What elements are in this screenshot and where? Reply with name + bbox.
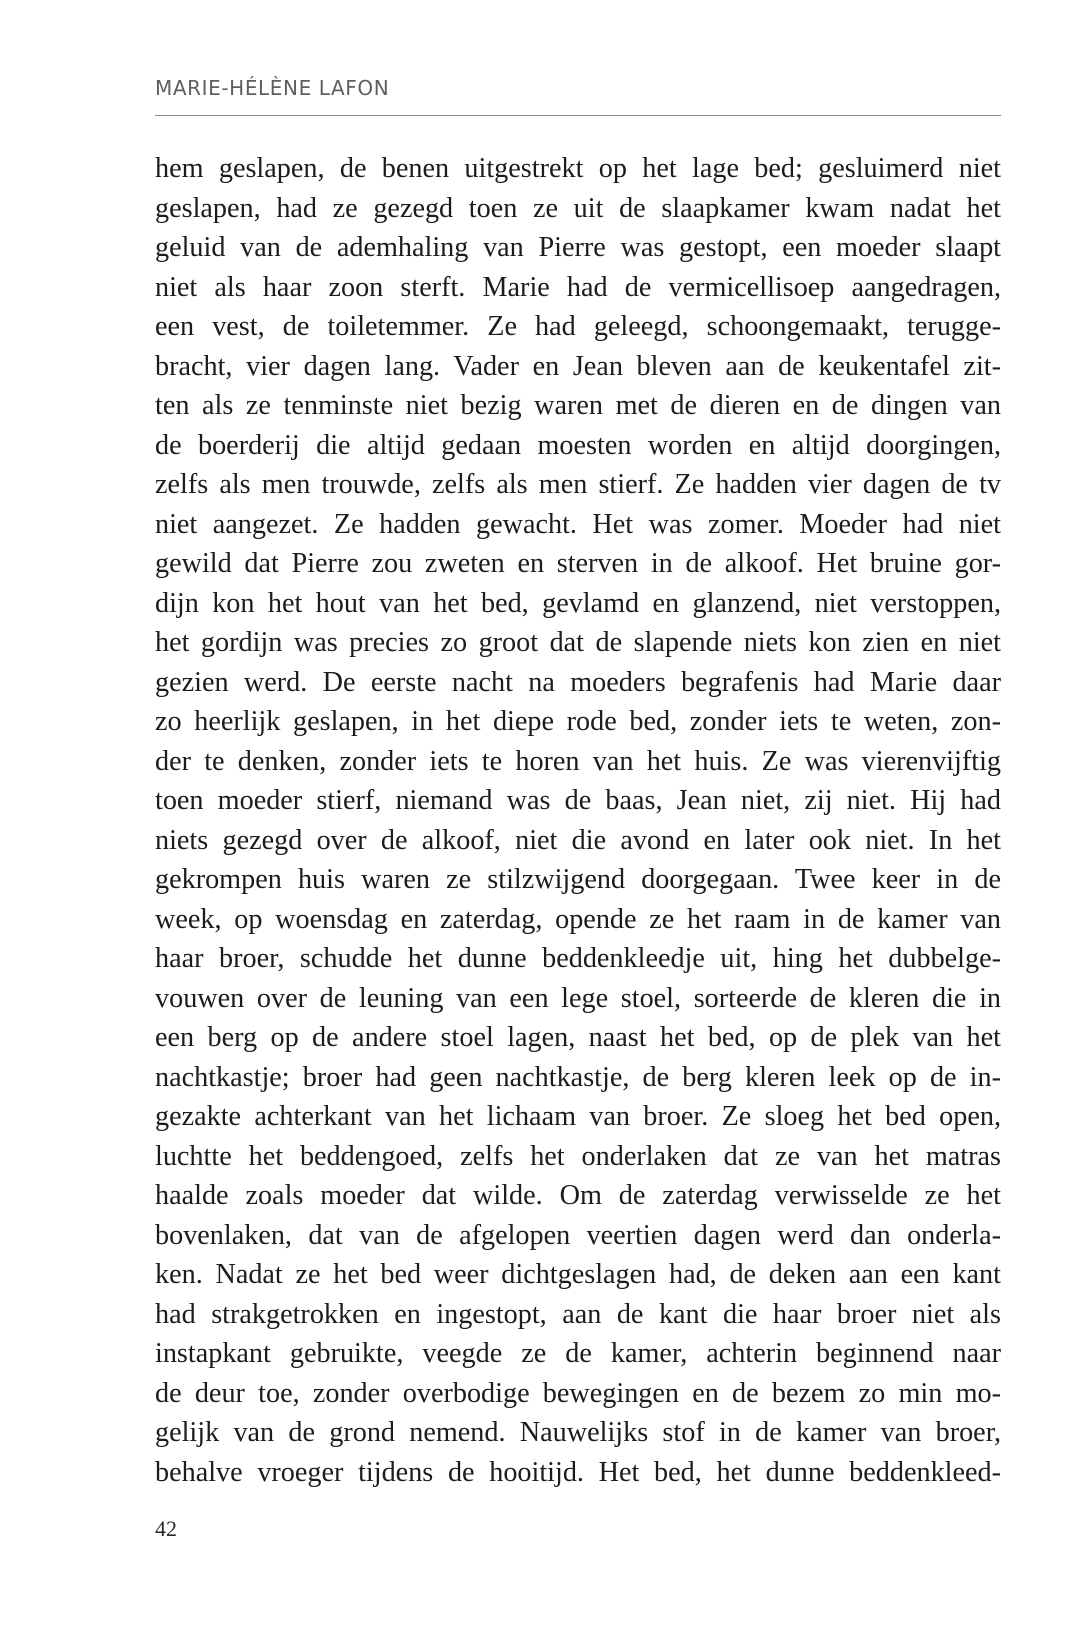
text-line: hem geslapen, de benen uitgestrekt op het lage bed; gesluimerd niet bbox=[155, 153, 1001, 184]
text-line: haalde zoals moeder dat wilde. Om de zaterdag verwisselde ze het bbox=[155, 1180, 1001, 1211]
text-line: een vest, de toiletemmer. Ze had geleegd, schoongemaakt, terugge- bbox=[155, 311, 1001, 342]
text-line: gewild dat Pierre zou zweten en sterven in de alkoof. Het bruine gor- bbox=[155, 548, 1001, 579]
running-head-author: MARIE-HÉLÈNE LAFON bbox=[155, 76, 390, 100]
text-line: instapkant gebruikte, veegde ze de kamer, achterin beginnend naar bbox=[155, 1338, 1001, 1369]
text-line: had strakgetrokken en ingestopt, aan de kant die haar broer niet als bbox=[155, 1298, 1001, 1330]
text-line: niets gezegd over de alkoof, niet die avond en later ook niet. In het bbox=[155, 824, 1001, 856]
text-line: nachtkastje; broer had geen nachtkastje, de berg kleren leek op de in- bbox=[155, 1061, 1001, 1093]
text-line: niet als haar zoon sterft. Marie had de vermicellisoep aangedragen, bbox=[155, 271, 1001, 303]
text-line: haar broer, schudde het dunne beddenkleedje uit, hing het dubbelge- bbox=[155, 943, 1001, 974]
text-line: vouwen over de leuning van een lege stoel, sorteerde de kleren die in bbox=[155, 982, 1001, 1014]
text-line: luchtte het beddengoed, zelfs het onderlaken dat ze van het matras bbox=[155, 1140, 1001, 1172]
text-line: geluid van de ademhaling van Pierre was gestopt, een moeder slaapt bbox=[155, 232, 1001, 263]
text-line: zo heerlijk geslapen, in het diepe rode bed, zonder iets te weten, zon- bbox=[155, 706, 1001, 737]
text-line: gezien werd. De eerste nacht na moeders begrafenis had Marie daar bbox=[155, 666, 1001, 698]
text-line: behalve vroeger tijdens de hooitijd. Het bed, het dunne beddenkleed- bbox=[155, 1456, 1001, 1488]
text-line: gelijk van de grond nemend. Nauwelijks stof in de kamer van broer, bbox=[155, 1417, 1001, 1448]
text-line: het gordijn was precies zo groot dat de slapende niets kon zien en niet bbox=[155, 627, 1001, 658]
text-line: dijn kon het hout van het bed, gevlamd en glanzend, niet verstoppen, bbox=[155, 587, 1001, 619]
text-line: een berg op de andere stoel lagen, naast het bed, op de plek van het bbox=[155, 1022, 1001, 1053]
text-line: bovenlaken, dat van de afgelopen veertien dagen werd dan onderla- bbox=[155, 1219, 1001, 1251]
text-line: de deur toe, zonder overbodige bewegingen en de bezem zo min mo- bbox=[155, 1377, 1001, 1409]
text-line: week, op woensdag en zaterdag, opende ze het raam in de kamer van bbox=[155, 903, 1001, 935]
text-line: de boerderij die altijd gedaan moesten worden en altijd doorgingen, bbox=[155, 429, 1001, 461]
text-line: niet aangezet. Ze hadden gewacht. Het was zomer. Moeder had niet bbox=[155, 508, 1001, 540]
text-line: bracht, vier dagen lang. Vader en Jean bleven aan de keukentafel zit- bbox=[155, 350, 1001, 382]
text-line: ten als ze tenminste niet bezig waren met de dieren en de dingen van bbox=[155, 390, 1001, 421]
page-number: 42 bbox=[155, 1516, 177, 1541]
text-line: toen moeder stierf, niemand was de baas, Jean niet, zij niet. Hij had bbox=[155, 785, 1001, 816]
text-line: gezakte achterkant van het lichaam van broer. Ze sloeg het bed open, bbox=[155, 1101, 1001, 1132]
text-line: gekrompen huis waren ze stilzwijgend doorgegaan. Twee keer in de bbox=[155, 864, 1001, 895]
text-line: zelfs als men trouwde, zelfs als men stierf. Ze hadden vier dagen de tv bbox=[155, 469, 1001, 500]
text-line: geslapen, had ze gezegd toen ze uit de slaapkamer kwam nadat het bbox=[155, 192, 1001, 224]
body-text bbox=[155, 149, 1001, 1492]
text-line: ken. Nadat ze het bed weer dichtgeslagen had, de deken aan een kant bbox=[155, 1259, 1001, 1290]
text-line: der te denken, zonder iets te horen van het huis. Ze was vierenvijftig bbox=[155, 745, 1001, 777]
header-rule bbox=[155, 115, 1001, 116]
